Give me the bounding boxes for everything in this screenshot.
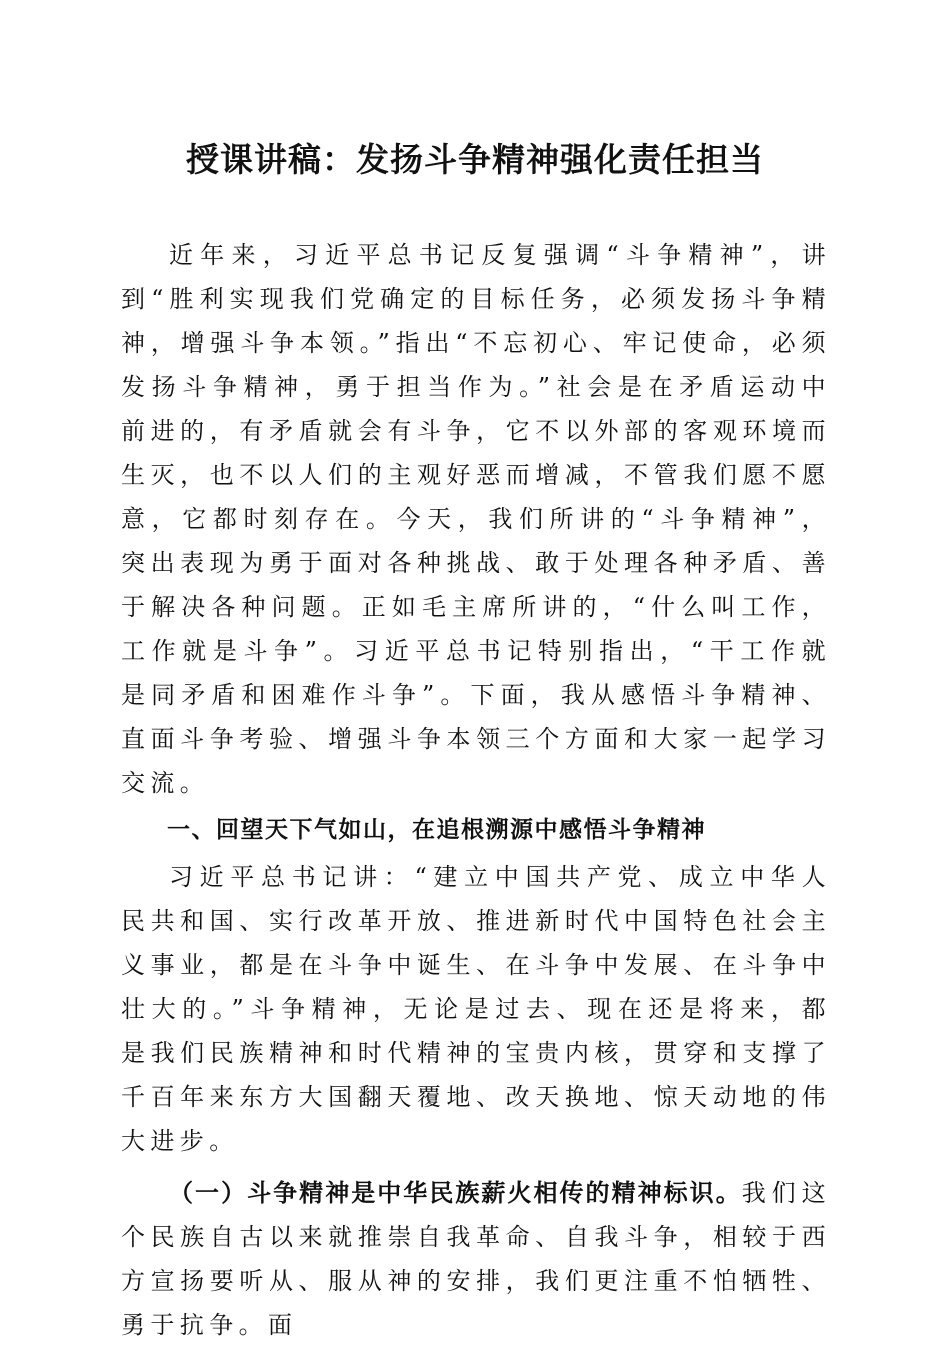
document-body bbox=[121, 233, 831, 1347]
document-title: 授课讲稿：发扬斗争精神强化责任担当 bbox=[186, 140, 764, 179]
subsection-1-paragraph bbox=[121, 1171, 831, 1347]
intro-paragraph: 近年来，习近平总书记反复强调“斗争精神”，讲到“胜利实现我们党确定的目标任务，必须发扬斗争精神，增强斗争本领。”指出“不忘初心、牢记使命，必须发扬斗争精神，勇于担当作为。”社会是在矛盾运动中前进的，有矛盾就会有斗争，它不以外部的客观环境而生灭，也不以人们的主观好恶而增减，不管我们愿不愿意，它都时刻存在。今天，我们所讲的“斗争精神”，突出表现为勇于面对各种挑战、敢于处理各种矛盾、善于解决各种问题。正如毛主席所讲的，“什么叫工作，工作就是斗争”。习近平总书记特别指出，“干工作就是同矛盾和困难作斗争”。下面，我从感悟斗争精神、直面斗争考验、增强斗争本领三个方面和大家一起学习交流。 bbox=[121, 241, 831, 797]
subsection-1-heading: （一）斗争精神是中华民族薪火相传的精神标识。 bbox=[169, 1179, 742, 1207]
subsection-1-text: 我们这个民族自古以来就推崇自我革命、自我斗争，相较于西方宣扬要听从、服从神的安排，我们更注重不怕牺牲、勇于抗争。面 bbox=[121, 1179, 832, 1339]
paragraph-gap bbox=[121, 1163, 831, 1171]
section-1-heading: 一、回望天下气如山，在追根溯源中感悟斗争精神 bbox=[167, 817, 706, 843]
section-1-paragraph: 习近平总书记讲：“建立中国共产党、成立中华人民共和国、实行改革开放、推进新时代中国特色社会主义事业，都是在斗争中诞生、在斗争中发展、在斗争中壮大的。”斗争精神，无论是过去、现在还是将来，都是我们民族精神和时代精神的宝贵内核，贯穿和支撑了千百年来东方大国翻天覆地、改天换地、惊天动地的伟大进步。 bbox=[121, 863, 831, 1155]
